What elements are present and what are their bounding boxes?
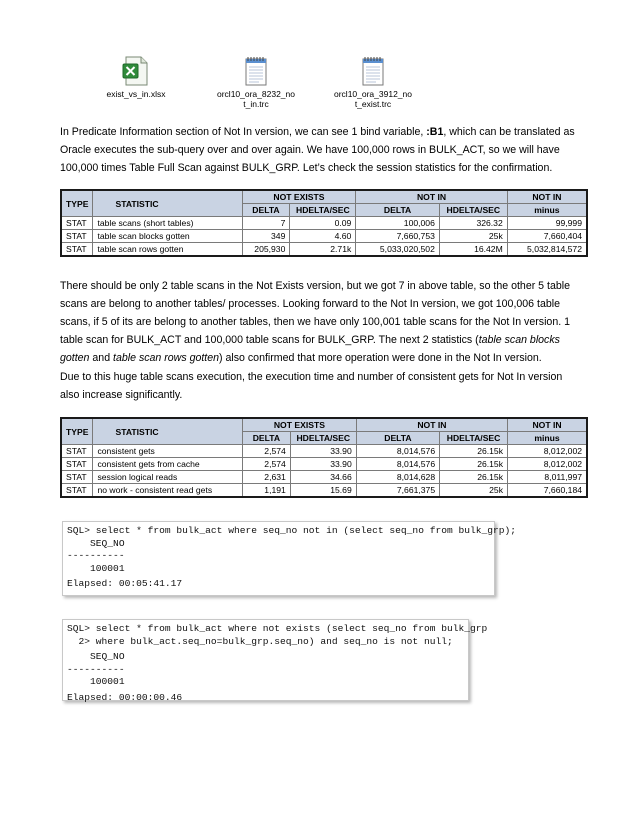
cell-value: 205,930 (242, 243, 290, 257)
sql-elapsed-time: Elapsed: 00:00:00.46 (67, 691, 183, 703)
italic-statistic: table scan rows gotten (113, 352, 220, 364)
table-row (61, 458, 587, 471)
header-type: TYPE (61, 190, 93, 217)
sql-line: 100001 (67, 676, 125, 687)
bind-variable-name: :B1 (426, 126, 444, 138)
cell-statistic: table scan blocks gotten (93, 230, 242, 243)
cell-value: 26.15k (440, 458, 508, 471)
header-type: TYPE (61, 418, 93, 445)
header-delta: DELTA (356, 204, 440, 217)
cell-value: 2,574 (243, 458, 291, 471)
header-delta: DELTA (243, 432, 291, 445)
header-hdelta-sec: HDELTA/SEC (440, 432, 508, 445)
cell-value: 2,631 (243, 471, 291, 484)
header-not-exists: NOT EXISTS (242, 190, 356, 204)
cell-value: 7,660,184 (508, 484, 587, 498)
cell-statistic: no work - consistent read gets (93, 484, 243, 498)
table-row (61, 230, 587, 243)
header-delta: DELTA (356, 432, 439, 445)
sql-output-not-exists (62, 619, 488, 703)
cell-value: 5,033,020,502 (356, 243, 440, 257)
header-hdelta-sec: HDELTA/SEC (439, 204, 507, 217)
sql-line: ---------- (67, 550, 125, 561)
para-text: Due to this huge table scans execution, the execution time and number of consistent gets for Not In version also increase significantly. (60, 371, 563, 401)
sql-line: SEQ_NO (67, 537, 125, 549)
cell-statistic: table scans (short tables) (93, 217, 242, 230)
cell-value: 8,014,628 (356, 471, 439, 484)
header-statistic: STATISTIC (93, 418, 243, 445)
table-row (61, 243, 587, 257)
sql-elapsed-time: Elapsed: 00:05:41.17 (67, 578, 183, 589)
file-name: exist_vs_in.xlsx (106, 89, 166, 99)
cell-value: 7,660,753 (356, 230, 440, 243)
file-name-line-1: orcl10_ora_3912_no (334, 89, 412, 99)
cell-value: 2.71k (290, 243, 356, 257)
file-name-line-2: t_in.trc (243, 99, 269, 109)
cell-statistic: consistent gets (93, 445, 243, 458)
cell-type: STAT (61, 484, 93, 498)
para-text: In Predicate Information section of Not In version, we can see 1 bind variable, (60, 126, 427, 138)
cell-value: 16.42M (439, 243, 507, 257)
cell-value: 34.66 (290, 471, 356, 484)
cell-value: 5,032,814,572 (507, 243, 587, 257)
excel-file-attachment[interactable] (96, 56, 176, 99)
para-text: , which can be translated as Oracle executes the sub-query over and over again. We have 100,000 rows in BULK_ACT, so we will have 100,000 times Table Full Scan against BULK_GRP. Let’s check the session statistics for the confirmation. (60, 126, 575, 174)
cell-value: 26.15k (440, 445, 508, 458)
cell-value: 7,661,375 (356, 484, 439, 498)
header-hdelta-sec: HDELTA/SEC (290, 204, 356, 217)
table-row (61, 217, 587, 230)
italic-statistic: table scan blocks gotten (60, 334, 560, 364)
embedded-files (96, 56, 456, 112)
cell-value: 15.69 (290, 484, 356, 498)
cell-value: 100,006 (356, 217, 440, 230)
cell-statistic: session logical reads (93, 471, 243, 484)
cell-statistic: consistent gets from cache (93, 458, 243, 471)
header-hdelta-sec: HDELTA/SEC (290, 432, 356, 445)
header-minus-line-1: NOT IN (508, 418, 587, 432)
sql-line: 100001 (67, 562, 125, 574)
sql-line: ---------- (67, 663, 125, 675)
cell-value: 33.90 (290, 458, 356, 471)
cell-type: STAT (61, 217, 93, 230)
cell-value: 2,574 (243, 445, 291, 458)
paragraph-execution-time (60, 368, 580, 404)
paragraph-table-scan-analysis (60, 277, 580, 367)
header-not-in: NOT IN (356, 418, 507, 432)
cell-value: 25k (440, 484, 508, 498)
cell-value: 99,999 (507, 217, 587, 230)
header-not-exists: NOT EXISTS (243, 418, 357, 432)
header-minus-line-1: NOT IN (507, 190, 587, 204)
cell-statistic: table scan rows gotten (93, 243, 242, 257)
para-text: ) also confirmed that more operation were done in the Not In version. (219, 352, 542, 364)
sql-line: SQL> select * from bulk_act where seq_no not in (select seq_no from bulk_grp); (67, 525, 517, 536)
sql-line: 2> where bulk_act.seq_no=bulk_grp.seq_no) and seq_no is not null; (67, 635, 453, 647)
cell-value: 8,012,002 (508, 445, 587, 458)
cell-type: STAT (61, 458, 93, 471)
header-minus-line-2: minus (508, 432, 587, 445)
cell-type: STAT (61, 243, 93, 257)
notepad-icon (243, 56, 269, 86)
cell-value: 25k (439, 230, 507, 243)
cell-value: 8,012,002 (508, 458, 587, 471)
cell-value: 0.09 (290, 217, 356, 230)
file-name-line-1: orcl10_ora_8232_no (217, 89, 295, 99)
cell-type: STAT (61, 471, 93, 484)
cell-value: 33.90 (290, 445, 356, 458)
header-minus-line-2: minus (507, 204, 587, 217)
para-text: and (89, 352, 114, 364)
statistics-table-scans (60, 189, 588, 257)
header-not-in: NOT IN (356, 190, 507, 204)
table-row (61, 484, 587, 498)
cell-value: 326.32 (439, 217, 507, 230)
sql-line: SEQ_NO (67, 651, 125, 662)
cell-value: 7,660,404 (507, 230, 587, 243)
sql-output-not-in (62, 521, 517, 596)
cell-value: 26.15k (440, 471, 508, 484)
cell-value: 4.60 (290, 230, 356, 243)
cell-value: 349 (242, 230, 290, 243)
cell-value: 8,011,997 (508, 471, 587, 484)
cell-value: 8,014,576 (356, 445, 439, 458)
cell-type: STAT (61, 230, 93, 243)
cell-value: 1,191 (243, 484, 291, 498)
statistics-table-consistent-gets (60, 417, 588, 498)
trace-file-attachment-not-exist[interactable] (318, 56, 428, 109)
notepad-icon (360, 56, 386, 86)
file-name-line-2: t_exist.trc (354, 99, 392, 109)
header-delta: DELTA (242, 204, 290, 217)
para-text: There should be only 2 table scans in the Not Exists version, but we got 7 in above table, so the other 5 table scans are belong to another tables/ processes. Looking forward to the Not In version, we got 100,006 table scans, if 5 of its are belong to another tables, then we have only 100,001 table scans for the Not In version. 1 table scan for BULK_ACT and 100,000 table scans for BULK_GRP. The next 2 statistics ( (60, 280, 570, 346)
cell-type: STAT (61, 445, 93, 458)
paragraph-predicate-info (60, 123, 580, 177)
sql-line: SQL> select * from bulk_act where not exists (select seq_no from bulk_grp (67, 623, 488, 634)
table-row (61, 471, 587, 484)
header-statistic: STATISTIC (93, 190, 242, 217)
cell-value: 7 (242, 217, 290, 230)
table-row (61, 445, 587, 458)
cell-value: 8,014,576 (356, 458, 439, 471)
excel-icon (122, 56, 150, 86)
trace-file-attachment-not-in[interactable] (206, 56, 306, 109)
